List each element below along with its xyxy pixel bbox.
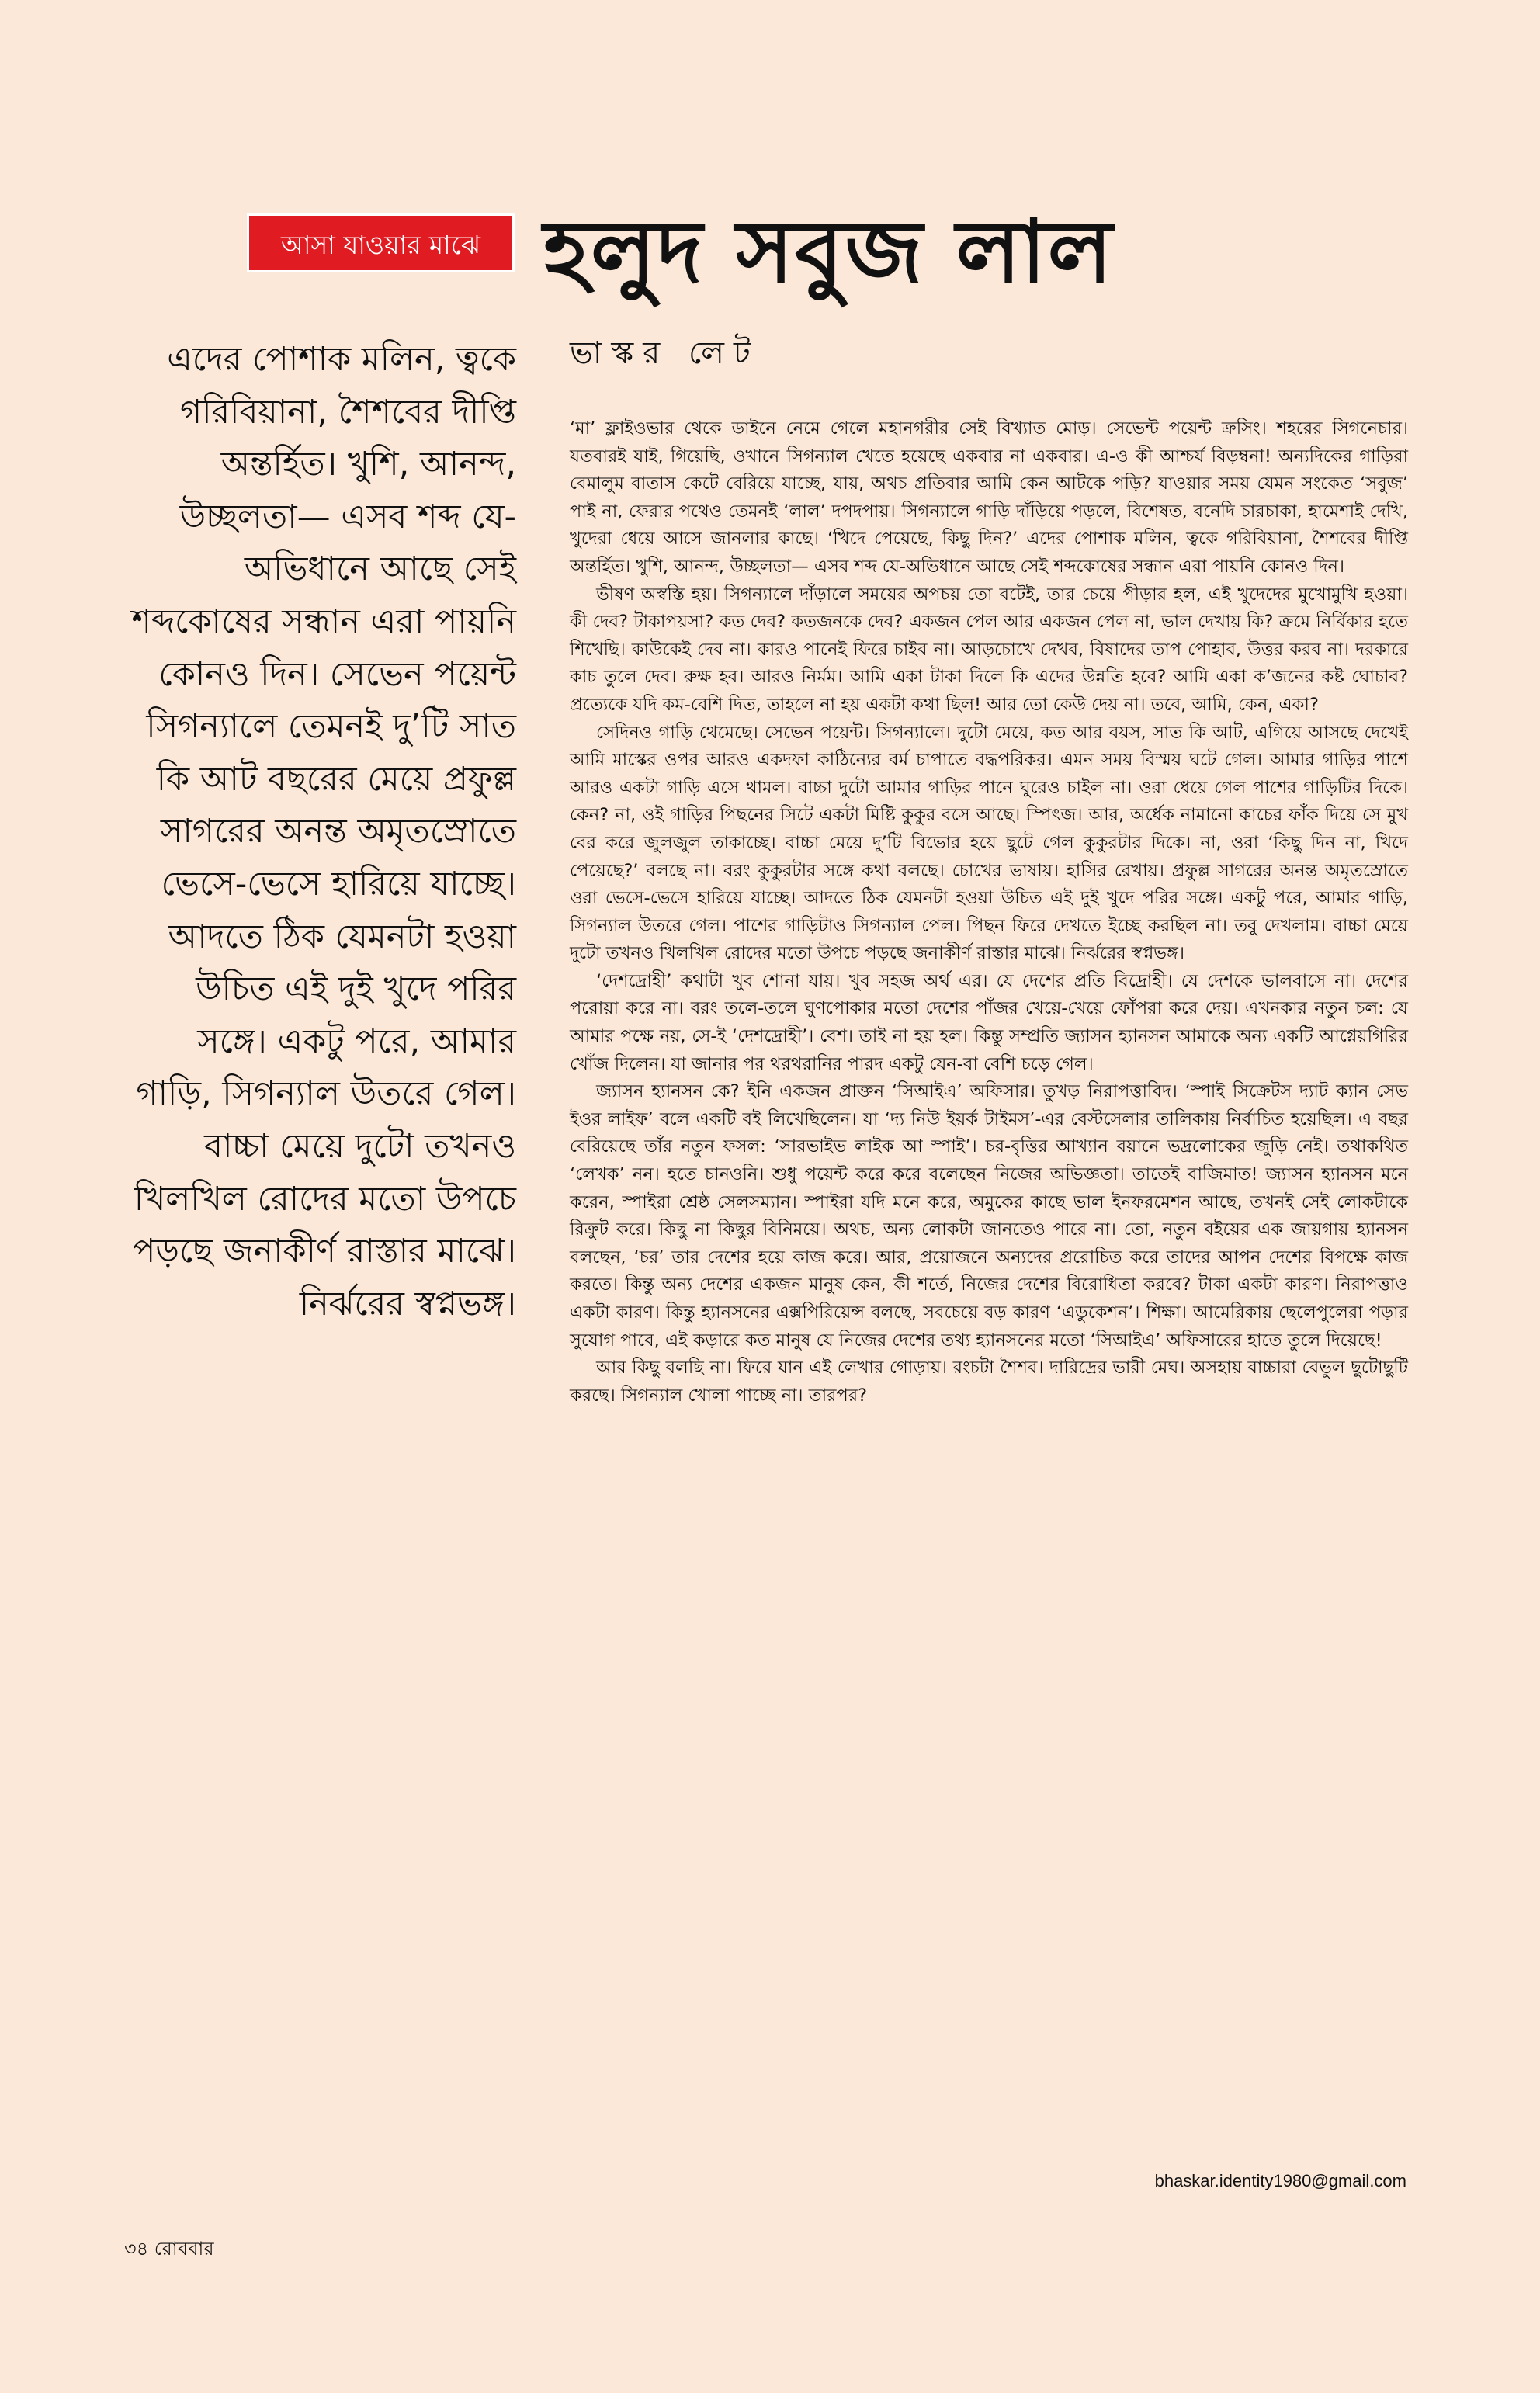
pull-quote-text: এদের পোশাক মলিন, ত্বকে গরিবিয়ানা, শৈশবের দীপ্তি অন্তর্হিত। খুশি, আনন্দ, উচ্ছলতা— এসব শব্দ যে-অভিধানে আছে সেই শব্দকোষের সন্ধান এরা পায়নি কোনও দিন। সেভেন পয়েন্ট সিগন্যালে তেমনই দু’টি সাত কি আট বছরের মেয়ে প্রফুল্ল সাগরের অনন্ত অমৃতস্রোতে ভেসে-ভেসে হারিয়ে যাচ্ছে। আদতে ঠিক যেমনটা হওয়া উচিত এই দুই খুদে পরির সঙ্গে। একটু পরে, আমার গাড়ি, সিগন্যাল উতরে গেল। বাচ্চা মেয়ে দুটো তখনও খিলখিল রোদের মতো উপচে পড়ছে জনাকীর্ণ রাস্তার মাঝে। নির্ঝরের স্বপ্নভঙ্গ। — [131, 340, 516, 1323]
body-paragraph: ‘দেশদ্রোহী’ কথাটা খুব শোনা যায়। খুব সহজ অর্থ এর। যে দেশের প্রতি বিদ্রোহী। যে দেশকে ভালবাসে না। দেশের পরোয়া করে না। বরং তলে-তলে ঘুণপোকার মতো দেশের পাঁজর খেয়ে-খেয়ে ফোঁপরা করে দেয়। এখনকার নতুন চল: যে আমার পক্ষে নয়, সে-ই ‘দেশদ্রোহী’। বেশ। তাই না হয় হল। কিন্তু সম্প্রতি জ্যাসন হ্যানসন আমাকে অন্য একটি আগ্নেয়গিরির খোঁজ দিলেন। যা জানার পর থরথরানির পারদ একটু যেন-বা বেশি চড়ে গেল। — [570, 970, 1408, 1074]
article-headline: হলুদ সবুজ লাল — [543, 202, 1115, 303]
page-folio: ৩৪ রোববার — [124, 2238, 214, 2259]
body-paragraph: ভীষণ অস্বস্তি হয়। সিগন্যালে দাঁড়ালে সময়ের অপচয় তো বটেই, তার চেয়ে পীড়ার হল, এই খুদেদের মুখোমুখি হওয়া। কী দেব? টাকাপয়সা? কত দেব? কতজনকে দেব? একজন পেল আর একজন পেল না, ভাল দেখায় কি? ক্রমে নির্বিকার হতে শিখেছি। কাউকেই দেব না। কারও পানেই ফিরে চাইব না। আড়চোখে দেখব, বিষাদের তাপ পোহাব, উত্তর করব না। দরকারে কাচ তুলে দেব। রুক্ষ হব। আরও নির্মম। আমি একা টাকা দিলে কি এদের উন্নতি হবে? আমি একা ক’জনের কষ্ট ঘোচাব? প্রত্যেকে যদি কম-বেশি দিত, তাহলে না হয় একটা কথা ছিল! আর তো কেউ দেয় না। তবে, আমি, কেন, একা? — [570, 584, 1408, 715]
body-paragraph: আর কিছু বলছি না। ফিরে যান এই লেখার গোড়ায়। রংচটা শৈশব। দারিদ্রের ভারী মেঘ। অসহায় বাচ্চারা বেভুল ছুটোছুটি করছে। সিগন্যাল খোলা পাচ্ছে না। তারপর? — [570, 1358, 1408, 1406]
body-paragraph: সেদিনও গাড়ি থেমেছে। সেভেন পয়েন্ট। সিগন্যালে। দুটো মেয়ে, কত আর বয়স, সাত কি আট, এগিয়ে আসছে দেখেই আমি মাস্কের ওপর আরও একদফা কাঠিন্যের বর্ম চাপাতে বদ্ধপরিকর। এমন সময় বিস্ময় ঘটে গেল। আমার গাড়ির পাশে আরও একটা গাড়ি এসে থামল। বাচ্চা দুটো আমার গাড়ির পানে ঘুরেও চাইল না। ওরা ধেয়ে গেল পাশের গাড়িটির দিকে। কেন? না, ওই গাড়ির পিছনের সিটে একটা মিষ্টি কুকুর বসে আছে। স্পিৎজ। আর, অর্ধেক নামানো কাচের ফাঁক দিয়ে সে মুখ বের করে জুলজুল তাকাচ্ছে। বাচ্চা মেয়ে দু’টি বিভোর হয়ে ছুটে গেল কুকুরটার দিকে। না, ওরা ‘কিছু দিন না, খিদে পেয়েছে?’ বলছে না। বরং কুকুরটার সঙ্গে কথা বলছে। চোখের ভাষায়। হাসির রেখায়। প্রফুল্ল সাগরের অনন্ত অমৃতস্রোতে ওরা ভেসে-ভেসে হারিয়ে যাচ্ছে। আদতে ঠিক যেমনটা হওয়া উচিত এই দুই খুদে পরির সঙ্গে। একটু পরে, আমার গাড়ি, সিগন্যাল উতরে গেল। পাশের গাড়িটাও সিগন্যাল পেল। পিছন ফিরে দেখতে ইচ্ছে করছিল না। তবু দেখলাম। বাচ্চা মেয়ে দুটো তখনও খিলখিল রোদের মতো উপচে পড়ছে জনাকীর্ণ রাস্তার মাঝে। নির্ঝরের স্বপ্নভঙ্গ। — [570, 722, 1408, 964]
pull-quote — [124, 334, 516, 1330]
author-email: bhaskar.identity1980@gmail.com — [1154, 2171, 1406, 2190]
body-paragraph: ‘মা’ ফ্লাইওভার থেকে ডাইনে নেমে গেলে মহানগরীর সেই বিখ্যাত মোড়। সেভেন্ট পয়েন্ট ক্রসিং। শহরের সিগনেচার। যতবারই যাই, গিয়েছি, ওখানে সিগন্যাল খেতে হয়েছে একবার না একবার। এ-ও কী আশ্চর্য বিড়ম্বনা! অন্যদিকের গাড়িরা বেমালুম বাতাস কেটে বেরিয়ে যাচ্ছে, যায়, অথচ প্রতিবার আমি কেন আটকে পড়ি? যাওয়ার সময় যেমন সংকেত ‘সবুজ’ পাই না, ফেরার পথেও তেমনই ‘লাল’ দপদপায়। সিগন্যালে গাড়ি দাঁড়িয়ে পড়লে, বিশেষত, বনেদি চারচাকা, হামেশাই দেখি, খুদেরা ধেয়ে আসে জানলার কাছে। ‘খিদে পেয়েছে, কিছু দিন?’ এদের পোশাক মলিন, ত্বকে গরিবিয়ানা, শৈশবের দীপ্তি অন্তর্হিত। খুশি, আনন্দ, উচ্ছলতা— এসব শব্দ যে-অভিধানে আছে সেই শব্দকোষের সন্ধান এরা পায়নি কোনও দিন। — [570, 418, 1408, 577]
section-label: আসা যাওয়ার মাঝে — [247, 213, 515, 272]
author-byline: ভাস্কর লেট — [570, 335, 760, 371]
article-body — [570, 415, 1408, 1410]
body-paragraph: জ্যাসন হ্যানসন কে? ইনি একজন প্রাক্তন ‘সিআইএ’ অফিসার। তুখড় নিরাপত্তাবিদ। ‘স্পাই সিক্রেটস দ্যাট ক্যান সেভ ইওর লাইফ’ বলে একটি বই লিখেছিলেন। যা ‘দ্য নিউ ইয়র্ক টাইমস’-এর বেস্টসেলার তালিকায় নির্বাচিত হয়েছিল। এ বছর বেরিয়েছে তাঁর নতুন ফসল: ‘সারভাইভ লাইক আ স্পাই’। চর-বৃত্তির আখ্যান বয়ানে ভদ্রলোকের জুড়ি নেই। তথাকথিত ‘লেখক’ নন। হতে চানওনি। শুধু পয়েন্ট করে করে বলেছেন নিজের অভিজ্ঞতা। তাতেই বাজিমাত! জ্যাসন হ্যানসন মনে করেন, স্পাইরা শ্রেষ্ঠ সেলসম্যান। স্পাইরা যদি মনে করে, অমুকের কাছে ভাল ইনফরমেশন আছে, তখনই সেই লোকটাকে রিক্রুট করে। কিছু না কিছুর বিনিময়ে। অথচ, অন্য লোকটা জানতেও পারে না। তো, নতুন বইয়ের এক জায়গায় হ্যানসন বলছেন, ‘চর’ তার দেশের হয়ে কাজ করে। আর, প্রয়োজনে অন্যদের প্ররোচিত করে তাদের আপন দেশের বিপক্ষে কাজ করতে। কিন্তু অন্য দেশের একজন মানুষ কেন, কী শর্তে, নিজের দেশের বিরোধিতা করবে? টাকা একটা কারণ। নিরাপত্তাও একটা কারণ। কিন্তু হ্যানসনের এক্সপিরিয়েন্স বলছে, সবচেয়ে বড় কারণ ‘এডুকেশন’। শিক্ষা। আমেরিকায় ছেলেপুলেরা পড়ার সুযোগ পাবে, এই কড়ারে কত মানুষ যে নিজের দেশের তথ্য হ্যানসনের মতো ‘সিআইএ’ অফিসারের হাতে তুলে দিয়েছে! — [570, 1081, 1408, 1351]
